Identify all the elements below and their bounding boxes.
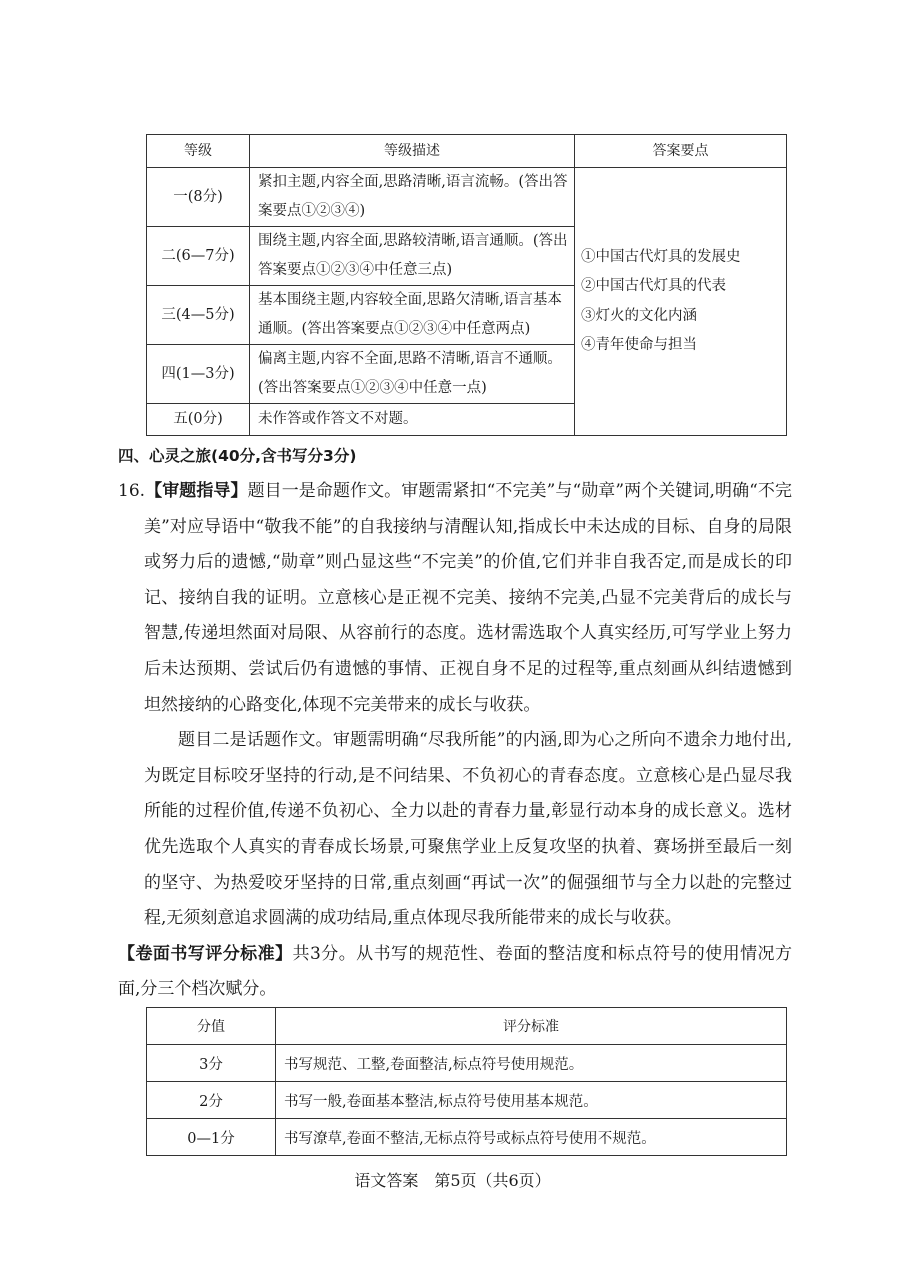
- question-16: [118, 474, 792, 1008]
- grade-table-header: [147, 135, 787, 168]
- header-level: 等级: [147, 135, 250, 168]
- table-row: [147, 1119, 787, 1156]
- level-cell: 一(8分): [147, 168, 250, 227]
- score-value: 0—1分: [147, 1119, 276, 1156]
- score-standard: 书写规范、工整,卷面整洁,标点符号使用规范。: [276, 1045, 787, 1082]
- key-point: ④青年使命与担当: [581, 337, 697, 353]
- grade-table: [146, 134, 787, 436]
- header-score: 分值: [147, 1008, 276, 1045]
- table-row: [147, 1082, 787, 1119]
- header-key-points: 答案要点: [575, 135, 787, 168]
- key-point: ③灯火的文化内涵: [581, 307, 697, 324]
- level-cell: 三(4—5分): [147, 286, 250, 345]
- score-table: [146, 1007, 787, 1156]
- table-row: [147, 168, 787, 227]
- desc-cell: 基本围绕主题,内容较全面,思路欠清晰,语言基本通顺。(答出答案要点①②③④中任意两点): [250, 286, 575, 345]
- level-cell: 四(1—3分): [147, 345, 250, 404]
- page-footer: 语文答案 第5页（共6页）: [354, 1171, 551, 1190]
- paragraph-text: 题目一是命题作文。审题需紧扣“不完美”与“勋章”两个关键词,明确“不完美”对应导语中“敬我不能”的自我接纳与清醒认知,指成长中未达成的目标、自身的局限或努力后的遗憾,“勋章”则凸显这些“不完美”的价值,它们并非自我否定,而是成长的印记、接纳自我的证明。立意核心是正视不完美、接纳不完美,凸显不完美背后的成长与智慧,传递坦然面对局限、从容前行的态度。选材需选取个人真实经历,可写学业上努力后未达预期、尝试后仍有遗憾的事情、正视自身不足的过程等,重点刻画从纠结遗憾到坦然接纳的心路变化,体现不完美带来的成长与收获。: [144, 481, 793, 715]
- paragraph-text: 共3分。从书写的规范性、卷面的整洁度和标点符号的使用情况方面,分三个档次赋分。: [118, 943, 792, 1000]
- desc-cell: 围绕主题,内容全面,思路较清晰,语言通顺。(答出答案要点①②③④中任意三点): [250, 227, 575, 286]
- score-value: 3分: [147, 1045, 276, 1082]
- desc-cell: 紧扣主题,内容全面,思路清晰,语言流畅。(答出答案要点①②③④): [250, 168, 575, 227]
- question-number: 16.: [118, 481, 146, 501]
- review-guide-tag: 【审题指导】: [145, 481, 248, 501]
- desc-cell: 偏离主题,内容不全面,思路不清晰,语言不通顺。(答出答案要点①②③④中任意一点): [250, 345, 575, 404]
- score-table-header: [147, 1008, 787, 1045]
- handwriting-standard-tag: 【卷面书写评分标准】: [118, 943, 293, 964]
- score-standard: 书写一般,卷面基本整洁,标点符号使用基本规范。: [276, 1082, 787, 1119]
- level-cell: 五(0分): [147, 404, 250, 436]
- key-point: ②中国古代灯具的代表: [581, 278, 726, 294]
- header-desc: 等级描述: [250, 135, 575, 168]
- key-point: ①中国古代灯具的发展史: [581, 248, 741, 265]
- score-value: 2分: [147, 1082, 276, 1119]
- desc-cell: 未作答或作答文不对题。: [250, 404, 575, 436]
- table-row: [147, 1045, 787, 1082]
- header-standard: 评分标准: [276, 1008, 787, 1045]
- q16-paragraph-2: 题目二是话题作文。审题需明确“尽我所能”的内涵,即为心之所向不遗余力地付出,为既定目标咬牙坚持的行动,是不问结果、不负初心的青春态度。立意核心是凸显尽我所能的过程价值,传递不负初心、全力以赴的青春力量,彰显行动本身的成长意义。选材优先选取个人真实的青春成长场景,可聚焦学业上反复攻坚的执着、赛场拼至最后一刻的坚守、为热爱咬牙坚持的日常,重点刻画“再试一次”的倔强细节与全力以赴的完整过程,无须刻意追求圆满的成功结局,重点体现尽我所能带来的成长与收获。: [144, 730, 792, 929]
- q16-paragraph-1: [118, 474, 792, 723]
- level-cell: 二(6—7分): [147, 227, 250, 286]
- score-standard: 书写潦草,卷面不整洁,无标点符号或标点符号使用不规范。: [276, 1119, 787, 1156]
- key-points-cell: [575, 168, 787, 436]
- section-title: 四、心灵之旅(40分,含书写分3分): [118, 447, 357, 465]
- q16-paragraph-3: [118, 937, 792, 1008]
